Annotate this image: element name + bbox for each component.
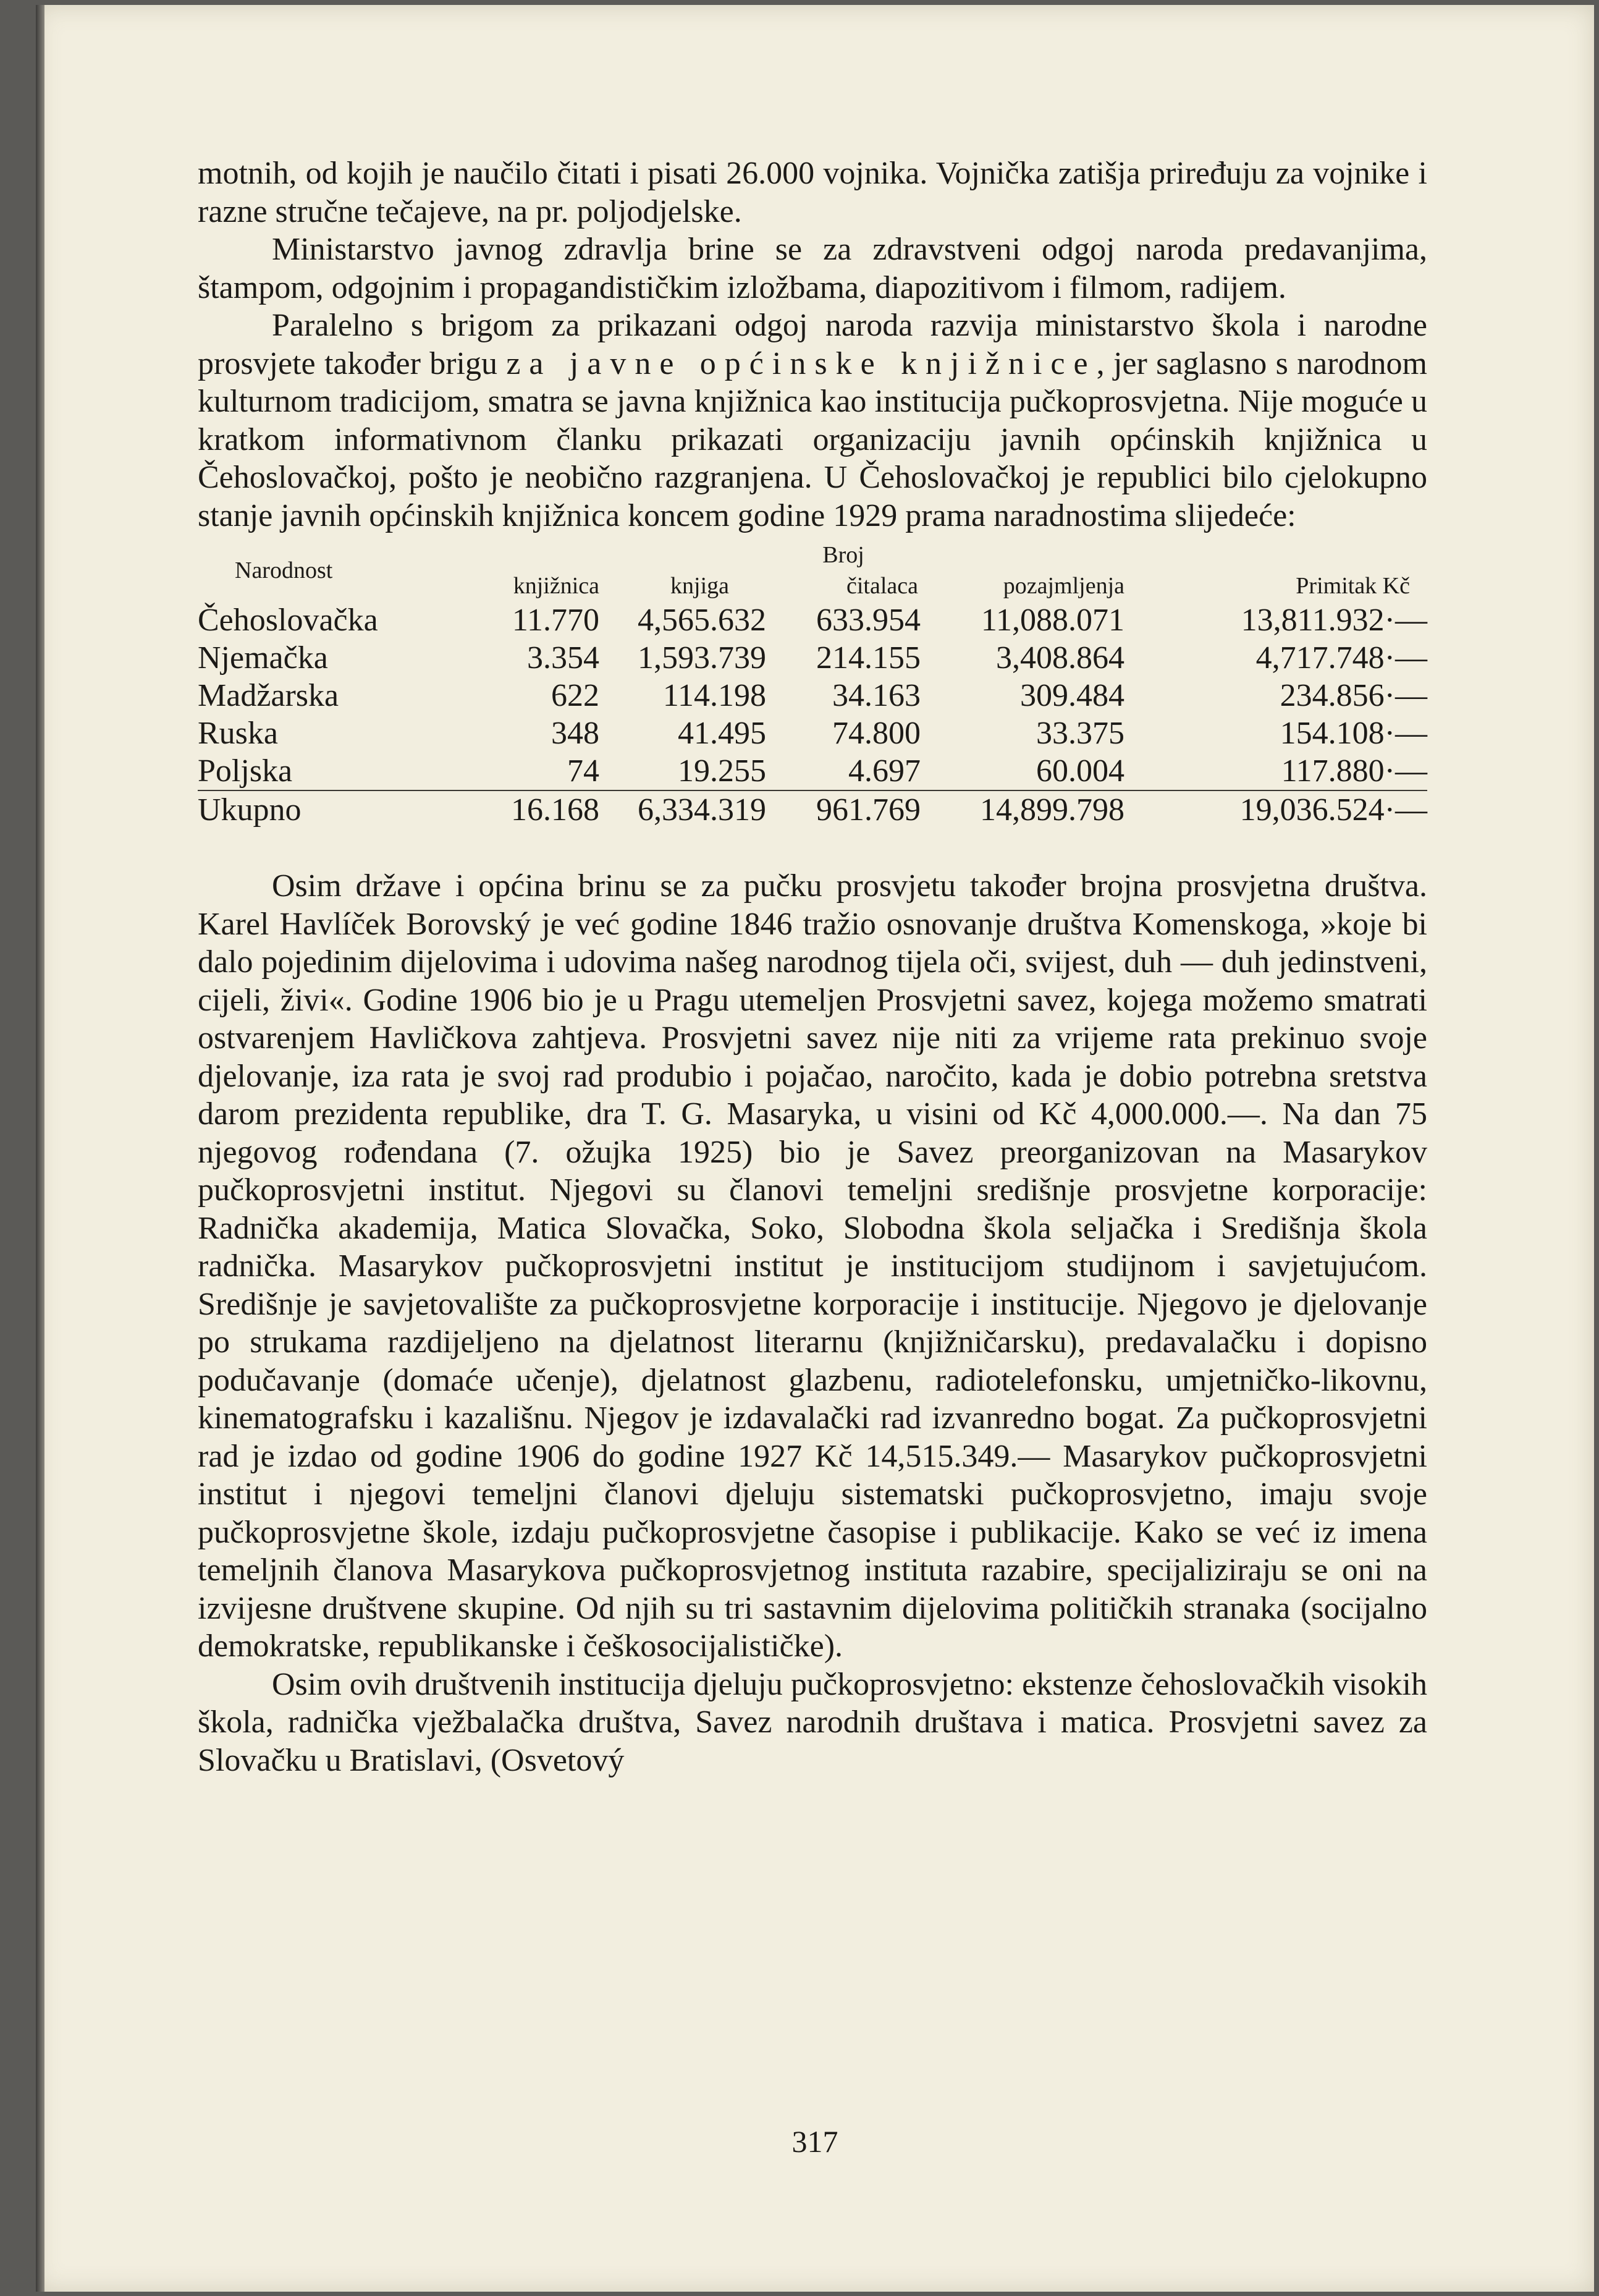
header-primitak: Primitak Kč — [1296, 573, 1410, 599]
table-cell: 74.800 — [832, 716, 921, 751]
table-cell: 348 — [551, 716, 599, 751]
book-page — [36, 5, 1594, 2292]
paragraph-libraries — [198, 307, 1427, 535]
table-cell: 234.856·— — [1280, 678, 1427, 713]
table-cell: 3,408.864 — [996, 640, 1124, 676]
paragraph-libraries-after: , jer saglasno s narodnom kulturnom tradicijom, smatra se javna knjižnica kao institucija pučkoprosvjetna. Nije moguće u kratkom informativnom članku prikazati organizaciju javnih općinskih knjižnica u Čehoslovačkoj, pošto je neobično razgranjena. U Čehoslovačkoj je republici bilo cjelokupno stanje javnih općinskih knjižnica koncem godine 1929 prama naradnostima slijedeće: — [198, 345, 1427, 533]
table-cell: 13,811.932·— — [1241, 603, 1427, 638]
table-cell: 154.108·— — [1280, 716, 1427, 751]
table-cell: 117.880·— — [1281, 753, 1427, 789]
table-cell: 11.770 — [512, 603, 599, 638]
table-cell: 41.495 — [678, 716, 766, 751]
page-spine-shadow — [36, 5, 44, 2292]
table-cell: 11,088.071 — [981, 603, 1124, 638]
table-cell: Ruska — [198, 716, 278, 751]
table-cell: 633.954 — [816, 603, 921, 638]
table-row — [198, 714, 1427, 752]
table-row — [198, 601, 1427, 639]
table-cell: 114.198 — [662, 678, 766, 713]
header-pozajmljenja: pozajmljenja — [1003, 573, 1124, 599]
table-cell: 3.354 — [527, 640, 599, 676]
table-cell: 1,593.739 — [638, 640, 766, 676]
table-row — [198, 677, 1427, 714]
table-cell: 6,334.319 — [599, 790, 766, 829]
library-statistics-table — [198, 540, 1427, 829]
table-cell: 214.155 — [816, 640, 921, 676]
table-cell: 309.484 — [1020, 678, 1124, 713]
page-number: 317 — [791, 2124, 838, 2159]
table-total-row — [198, 790, 1427, 829]
paragraph-other-institutions: Osim ovih društvenih institucija djeluju pučkoprosvjetno: ekstenze čehoslovačkih visokih škola, radnička vježbalačka društva, Savez narodnih društava i matica. Prosvjetni savez za Slovačku u Bratislavi, (Osvetový — [198, 1666, 1427, 1778]
table-cell: Poljska — [198, 753, 293, 789]
table-cell: Ukupno — [198, 790, 457, 829]
page-content — [198, 155, 1427, 1779]
paragraph-continuation: motnih, od kojih je naučilo čitati i pisati 26.000 vojnika. Vojnička zatišja priređuju za vojnike i razne stručne tečajeve, na pr. poljodjelske. — [198, 156, 1427, 229]
table-row — [198, 752, 1427, 790]
table-cell: 4,565.632 — [638, 603, 766, 638]
paragraph-libraries-spaced: za javne općinske knjižnice — [506, 345, 1097, 381]
table-cell: 74 — [567, 753, 599, 789]
table-header-top — [198, 540, 1427, 570]
table-cell: 16.168 — [457, 790, 599, 829]
table-cell: 4,717.748·— — [1255, 640, 1427, 676]
table-cell: 34.163 — [832, 678, 921, 713]
table-cell: Čehoslovačka — [198, 603, 378, 638]
header-knjiga: knjiga — [670, 573, 729, 599]
header-citalaca: čitalaca — [846, 573, 918, 599]
table-cell: Madžarska — [198, 678, 339, 713]
header-knjiznica: knjižnica — [513, 573, 599, 599]
table-cell: 622 — [551, 678, 599, 713]
header-broj: Broj — [822, 542, 864, 568]
table-cell: 961.769 — [766, 790, 921, 829]
header-narodnost: Narodnost — [235, 557, 333, 583]
paragraph-libraries-before: Paralelno s brigom za prikazani odgoj naroda razvija ministarstvo škola i narodne prosvjete također brigu — [198, 308, 1427, 381]
table-cell: 19,036.524·— — [1124, 790, 1427, 829]
table-cell: 60.004 — [1036, 753, 1124, 789]
table-row — [198, 639, 1427, 677]
paragraph-health-ministry: Ministarstvo javnog zdravlja brine se za zdravstveni odgoj naroda predavanjima, štampom, odgojnim i propagandističkim izložbama, diapozitivom i filmom, radijem. — [198, 232, 1427, 305]
table-cell: 19.255 — [678, 753, 766, 789]
table-cell: 14,899.798 — [921, 790, 1124, 829]
paragraph-societies: Osim države i općina brinu se za pučku prosvjetu također brojna prosvjetna društva. Karel Havlíček Borovský je već godine 1846 tražio osnovanje društva Komenskoga, »koje bi dalo pojedinim dijelovima i udovima našeg narodnog tijela oči, svijest, duh — duh jedinstveni, cijeli, živi«. Godine 1906 bio je u Pragu utemeljen Prosvjetni savez, kojega možemo smatrati ostvarenjem Havličkova zahtjeva. Prosvjetni savez nije niti za vrijeme rata prekinuo svoje djelovanje, iza rata je svoj rad produbio i pojačao, naročito, kada je dobio potrebna sretstva darom prezidenta republike, dra T. G. Masaryka, u visini od Kč 4,000.000.—. Na dan 75 njegovog rođendana (7. ožujka 1925) bio je Savez preorganizovan na Masarykov pučkoprosvjetni institut. Njegovi su članovi temeljni središnje prosvjetne korporacije: Radnička akademija, Matica Slovačka, Soko, Slobodna škola seljačka i Središnja škola radnička. Masarykov pučkoprosvjetni institut je institucijom studijnom i savjetujućom. Središnje je savjetovalište za pučkoprosvjetne korporacije i institucije. Njegovo je djelovanje po strukama razdijeljeno na djelatnost literarnu (knjižničarsku), predavalačku i dopisno podučavanje (domaće učenje), djelatnost glazbenu, radiotelefonsku, umjetničko-likovnu, kinematografsku i kazališnu. Njegov je izdavalački rad izvanredno bogat. Za pučkoprosvjetni rad je izdao od godine 1906 do godine 1927 Kč 14,515.349.— Masarykov pučkoprosvjetni institut i njegovi temeljni članovi djeluju sistematski pučkoprosvjetno, imaju svoje pučkoprosvjetne škole, izdaju pučkoprosvjetne časopise i publikacije. Kako se već iz imena temeljnih članova Masarykova pučkoprosvjetnog instituta razabire, specijaliziraju se oni na izvijesne društvene skupine. Od njih su tri sastavnim dijelovima političkih stranaka (socijalno demokratske, republikanske i češkosocijalističke). — [198, 868, 1427, 1664]
table-cell: 4.697 — [848, 753, 921, 789]
table-cell: 33.375 — [1036, 716, 1124, 751]
table-cell: Njemačka — [198, 640, 328, 676]
